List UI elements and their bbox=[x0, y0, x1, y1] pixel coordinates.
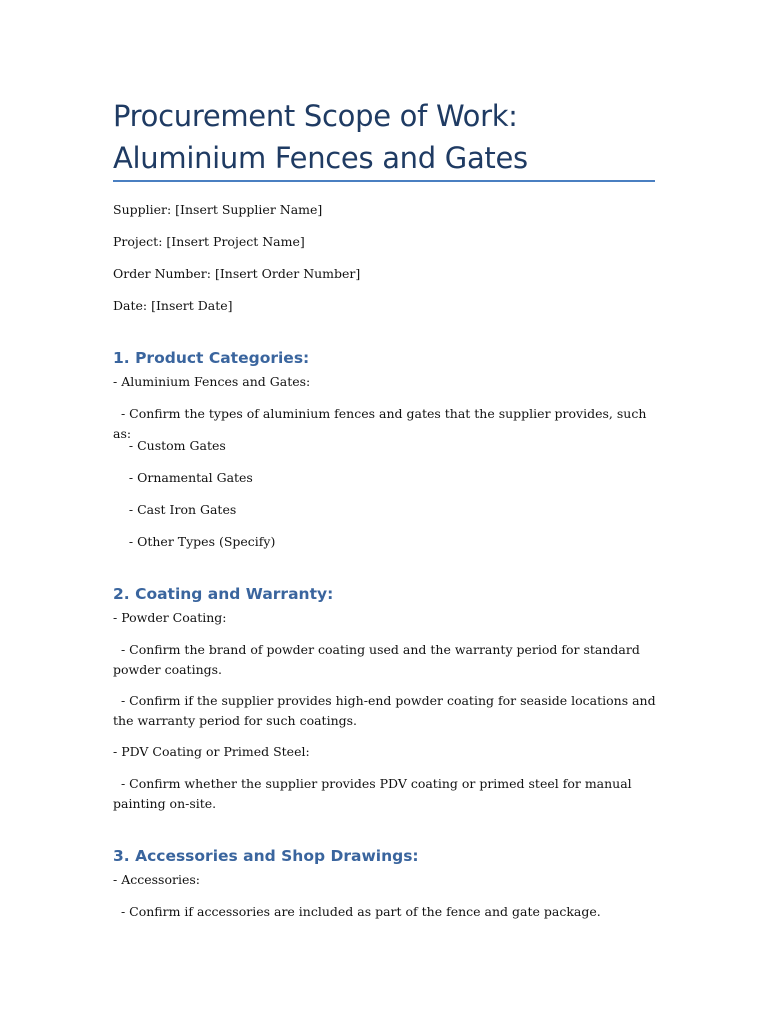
list-item: - Custom Gates bbox=[113, 438, 226, 453]
section-heading-accessories-shop-drawings: 3. Accessories and Shop Drawings: bbox=[113, 847, 419, 865]
list-item: - Powder Coating: bbox=[113, 610, 227, 625]
section-heading-coating-warranty: 2. Coating and Warranty: bbox=[113, 585, 334, 603]
list-item: - Cast Iron Gates bbox=[113, 502, 237, 517]
document-title bbox=[113, 95, 658, 179]
list-item: - Confirm the brand of powder coating used and the warranty period for standard powder coatings. bbox=[113, 642, 644, 677]
document-title-line-2: Aluminium Fences and Gates bbox=[113, 141, 528, 175]
list-item: - Other Types (Specify) bbox=[113, 534, 276, 549]
document-title-line-1: Procurement Scope of Work: bbox=[113, 99, 518, 133]
list-item: - Confirm the types of aluminium fences and gates that the supplier provides, such as: bbox=[113, 406, 651, 441]
title-underline-rule bbox=[113, 180, 655, 182]
date-field: Date: [Insert Date] bbox=[113, 298, 233, 313]
order-number-field: Order Number: [Insert Order Number] bbox=[113, 266, 361, 281]
list-item: - Ornamental Gates bbox=[113, 470, 253, 485]
list-item: - Confirm if accessories are included as part of the fence and gate package. bbox=[113, 904, 601, 919]
project-field: Project: [Insert Project Name] bbox=[113, 234, 305, 249]
list-item: - Confirm if the supplier provides high-end powder coating for seaside locations and the warranty period for such coatings. bbox=[113, 693, 660, 728]
section-heading-product-categories: 1. Product Categories: bbox=[113, 349, 310, 367]
supplier-field: Supplier: [Insert Supplier Name] bbox=[113, 202, 323, 217]
list-item: - Confirm whether the supplier provides PDV coating or primed steel for manual painting on-site. bbox=[113, 776, 636, 811]
list-item: - Aluminium Fences and Gates: bbox=[113, 374, 311, 389]
list-item: - Accessories: bbox=[113, 872, 200, 887]
list-item: - PDV Coating or Primed Steel: bbox=[113, 744, 310, 759]
